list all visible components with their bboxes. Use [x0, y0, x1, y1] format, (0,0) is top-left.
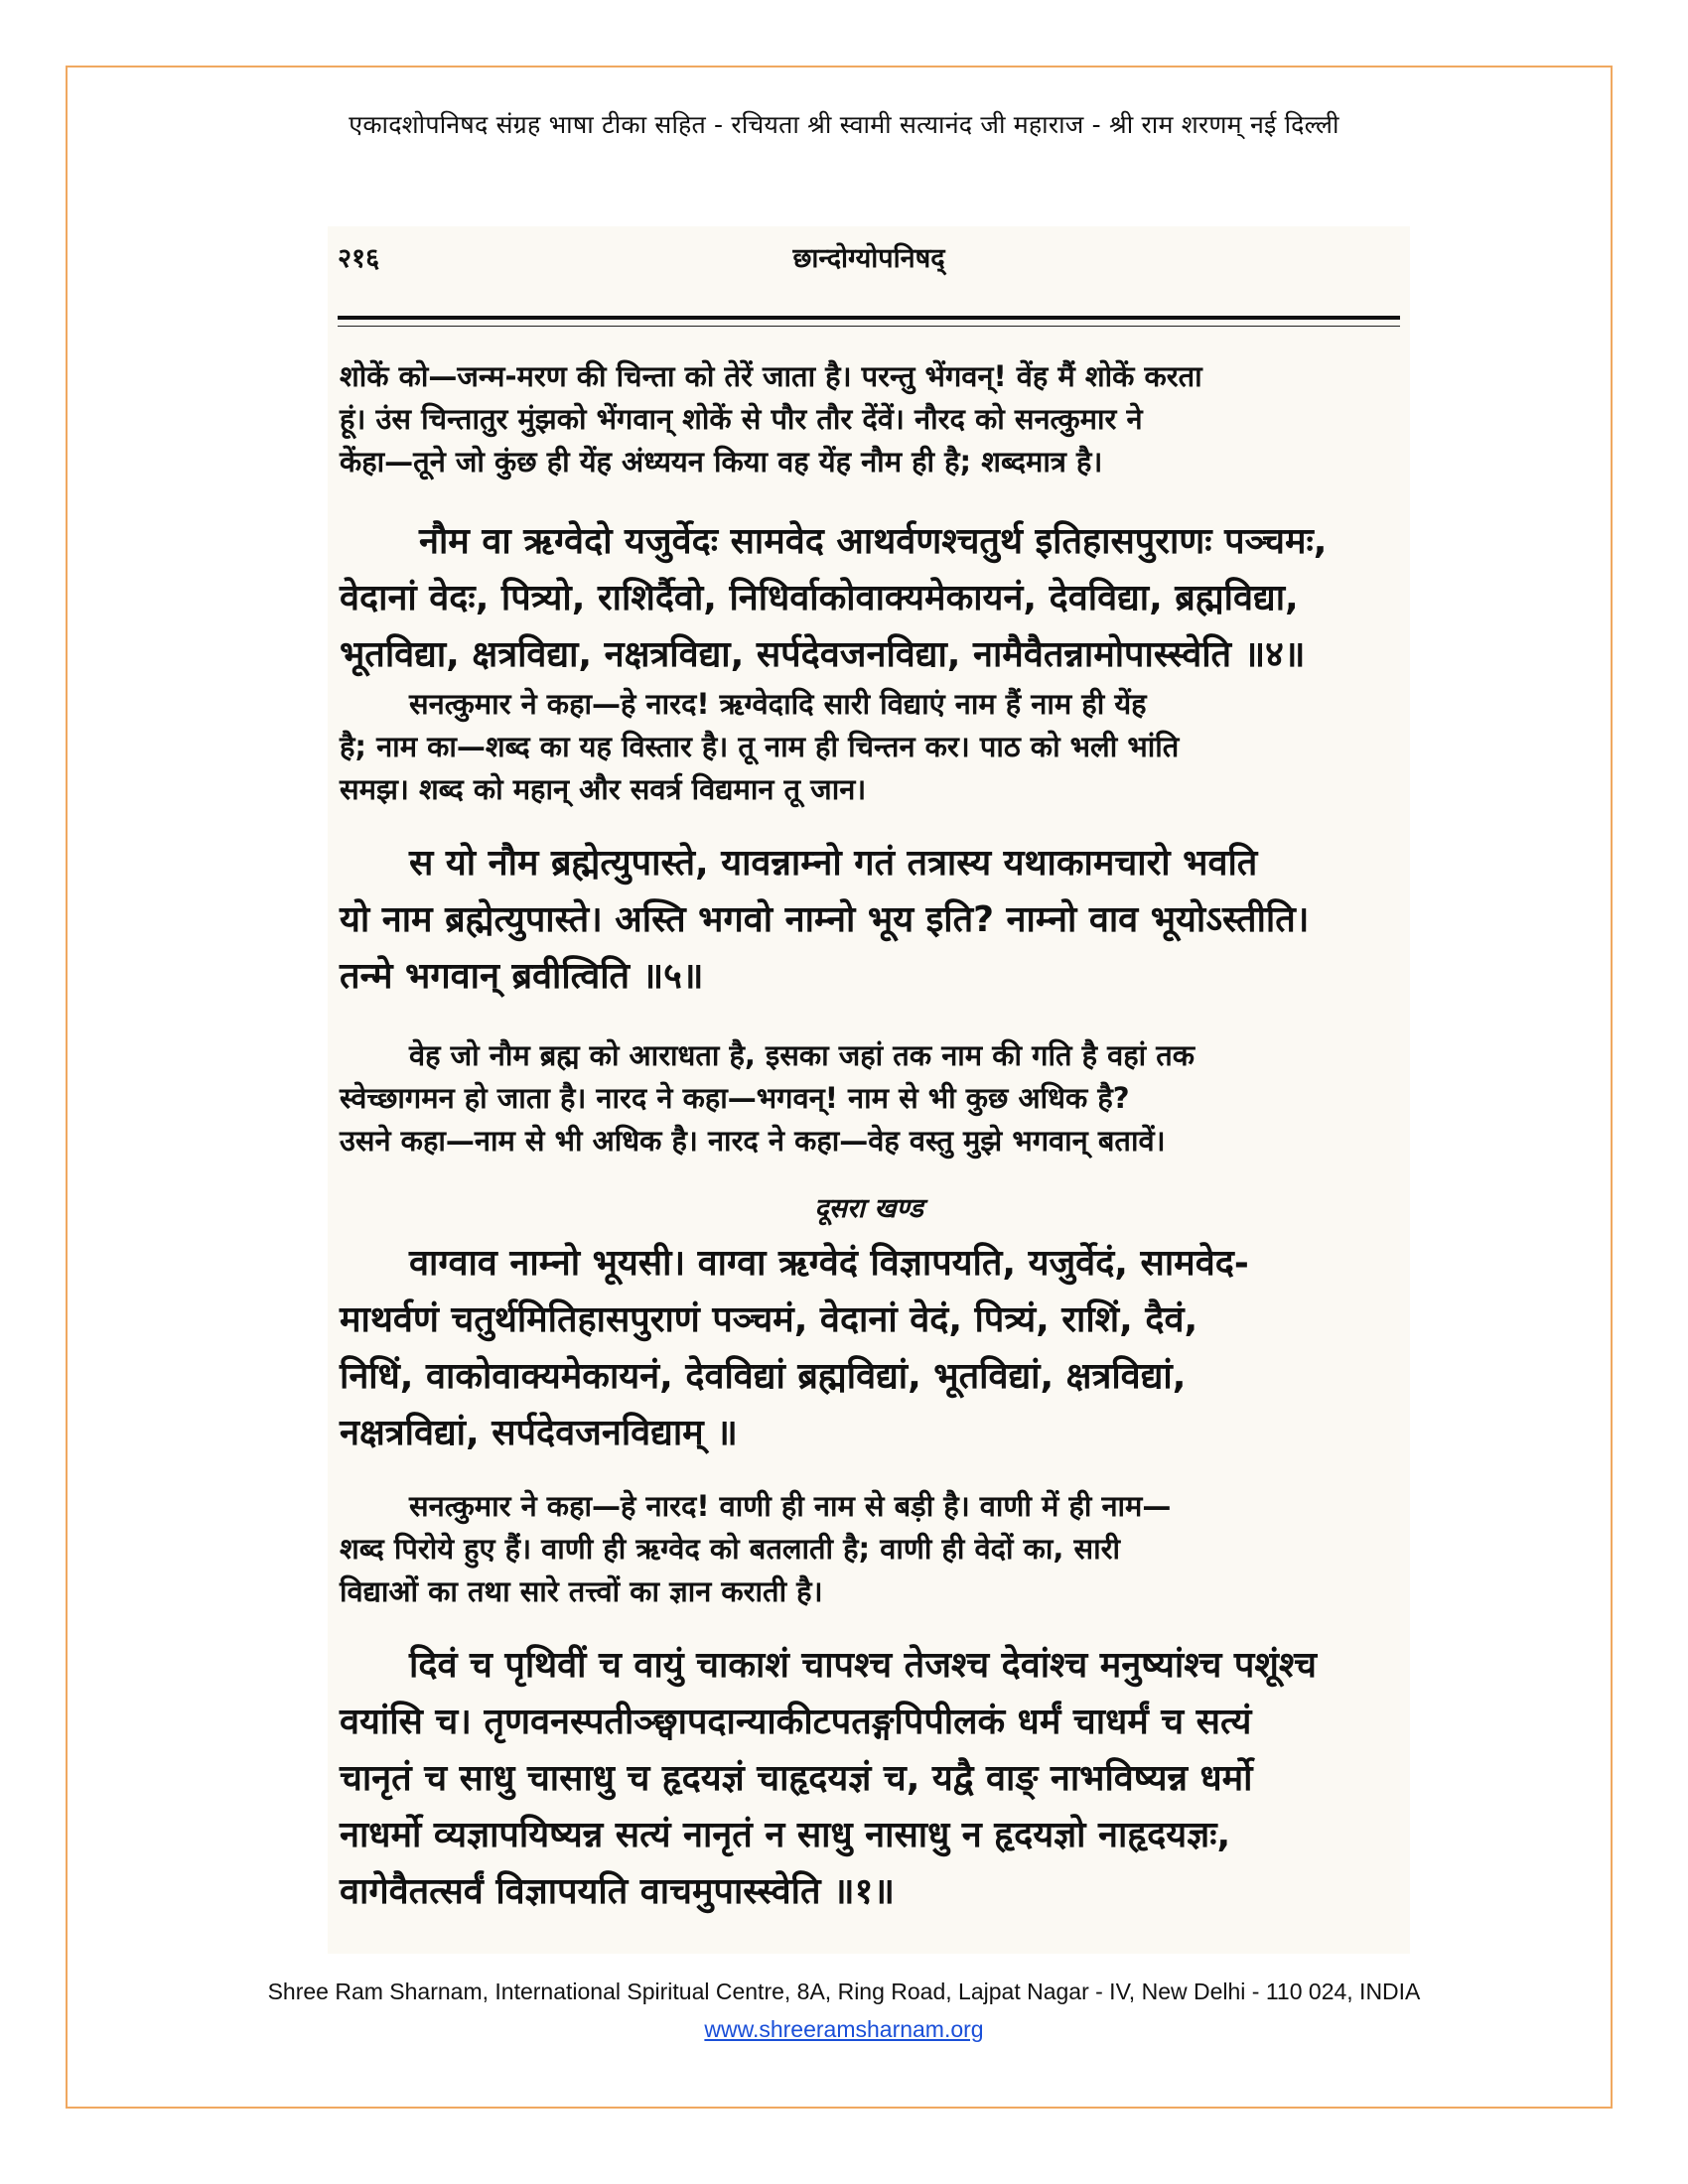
footer-website-link[interactable]: www.shreeramsharnam.org: [704, 2016, 984, 2042]
verse-line: वागेवैतत्सर्वं विज्ञापयति वाचमुपास्स्वेति ॥१॥: [340, 1871, 895, 1912]
verse-line: वाग्वाव नाम्नो भूयसी। वाग्वा ऋग्वेदं विज्ञापयति, यजुर्वेदं, सामवेद-: [409, 1243, 1249, 1284]
document-header: एकादशोपनिषद संग्रह भाषा टीका सहित - रचियता श्री स्वामी सत्यानंद जी महाराज - श्री राम शरणम् नई दिल्ली: [349, 110, 1339, 139]
verse-line: वेदानां वेदः, पित्र्यो, राशिर्दैवो, निधिर्वाकोवाक्यमेकायनं, देवविद्या, ब्रह्मविद्या,: [340, 578, 1299, 618]
verse-line: भूतविद्या, क्षत्रविद्या, नक्षत्रविद्या, सर्पदेवजनविद्या, नामैवैतन्नामोपास्स्वेति ॥४॥: [340, 634, 1306, 675]
verse-line: यो नाम ब्रह्मेत्युपास्ते। अस्ति भगवो नाम्नो भूय इति? नाम्नो वाव भूयोऽस्तीति।: [340, 899, 1310, 940]
mantra-verse-4: [340, 513, 1398, 683]
text-line: स्वेच्छागमन हो जाता है। नारद ने कहा—भगवन्! नाम से भी कुछ अधिक है?: [340, 1081, 1130, 1115]
verse-line: माथर्वणं चतुर्थमितिहासपुराणं पञ्चमं, वेदानां वेदं, पित्र्यं, राशिं, दैवं,: [340, 1299, 1198, 1340]
text-line: सनत्कुमार ने कहा—हे नारद! वाणी ही नाम से बड़ी है। वाणी में ही नाम—: [409, 1489, 1172, 1523]
verse-line: चानृतं च साधु चासाधु च हृदयज्ञं चाहृदयज्ञं च, यद्वै वाङ् नाभविष्यन्न धर्मो: [340, 1758, 1253, 1799]
heading-rule-thick: [338, 316, 1400, 320]
text-line: विद्याओं का तथा सारे तत्त्वों का ज्ञान कराती है।: [340, 1574, 823, 1608]
translation-paragraph-1: [340, 355, 1398, 483]
mantra-verse-1-continued: [340, 1637, 1398, 1920]
text-line: समझ। शब्द को महान् और सवर्त्र विद्यमान तू जान।: [340, 772, 867, 806]
mantra-verse-1: [340, 1235, 1398, 1461]
verse-line: स यो नौम ब्रह्मेत्युपास्ते, यावन्नाम्नो गतं तत्रास्य यथाकामचारो भवति: [409, 843, 1258, 884]
text-line: शब्द पिरोये हुए हैं। वाणी ही ऋग्वेद को बतलाती है; वाणी ही वेदों का, सारी: [340, 1532, 1120, 1566]
text-line: वेह जो नौम ब्रह्म को आराधता है, इसका जहां तक नाम की गति है वहां तक: [409, 1038, 1196, 1072]
mantra-verse-5: [340, 835, 1398, 1005]
page-heading: [338, 238, 1400, 288]
text-line: केंहा—तूने जो कुंछ ही येंह अंध्ययन किया वह येंह नौम ही है; शब्दमात्र है।: [340, 445, 1103, 478]
text-line: सनत्कुमार ने कहा—हे नारद! ऋग्वेदादि सारी विद्याएं नाम हैं नाम ही येंह: [409, 687, 1147, 721]
text-line: है; नाम का—शब्द का यह विस्तार है। तू नाम ही चिन्तन कर। पाठ को भली भांति: [340, 730, 1180, 763]
text-line: उसने कहा—नाम से भी अधिक है। नारद ने कहा—वेह वस्तु मुझे भगवान् बतावें।: [340, 1124, 1166, 1158]
verse-line: नक्षत्रविद्यां, सर्पदेवजनविद्याम् ॥: [340, 1413, 738, 1453]
page-number: २१६: [338, 243, 380, 274]
verse-line: वयांसि च। तृणवनस्पतीञ्छ्वापदान्याकीटपतङ्गपिपीलकं धर्मं चाधर्मं च सत्यं: [340, 1702, 1252, 1742]
verse-line: नौम वा ऋग्वेदो यजुर्वेदः सामवेद आथर्वणश्चतुर्थ इतिहासपुराणः पञ्चमः,: [419, 521, 1328, 562]
heading-rule-thin: [338, 326, 1400, 327]
text-line: शोकें को—जन्म-मरण की चिन्ता को तेरें जाता है। परन्तु भेंगवन्! वेंह मैं शोकें करता: [340, 359, 1202, 393]
section-title: दूसरा खण्ड: [814, 1193, 923, 1224]
page-content: [340, 355, 1398, 1920]
translation-paragraph-4: [340, 1485, 1398, 1613]
translation-paragraph-3: [340, 1034, 1398, 1162]
verse-line: नाधर्मो व्यज्ञापयिष्यन्न सत्यं नानृतं न साधु नासाधु न हृदयज्ञो नाहृदयज्ञः,: [340, 1815, 1231, 1855]
verse-line: तन्मे भगवान् ब्रवीत्विति ॥५॥: [340, 956, 704, 997]
footer-address: Shree Ram Sharnam, International Spiritual Centre, 8A, Ring Road, Lajpat Nagar - IV, New Delhi - 110 024, INDIA: [267, 1979, 1421, 2004]
translation-paragraph-2: [340, 683, 1398, 811]
page-title: छान्दोग्योपनिषद्: [792, 243, 945, 274]
verse-line: निधिं, वाकोवाक्यमेकायनं, देवविद्यां ब्रह्मविद्यां, भूतविद्यां, क्षत्रविद्यां,: [340, 1356, 1187, 1397]
verse-line: दिवं च पृथिवीं च वायुं चाकाशं चापश्च तेजश्च देवांश्च मनुष्यांश्च पशूंश्च: [409, 1645, 1318, 1686]
text-line: हूं। उंस चिन्तातुर मुंझको भेंगवान् शोकें से पौर तौर देंवें। नौरद को सनत्कुमार ने: [340, 402, 1143, 436]
